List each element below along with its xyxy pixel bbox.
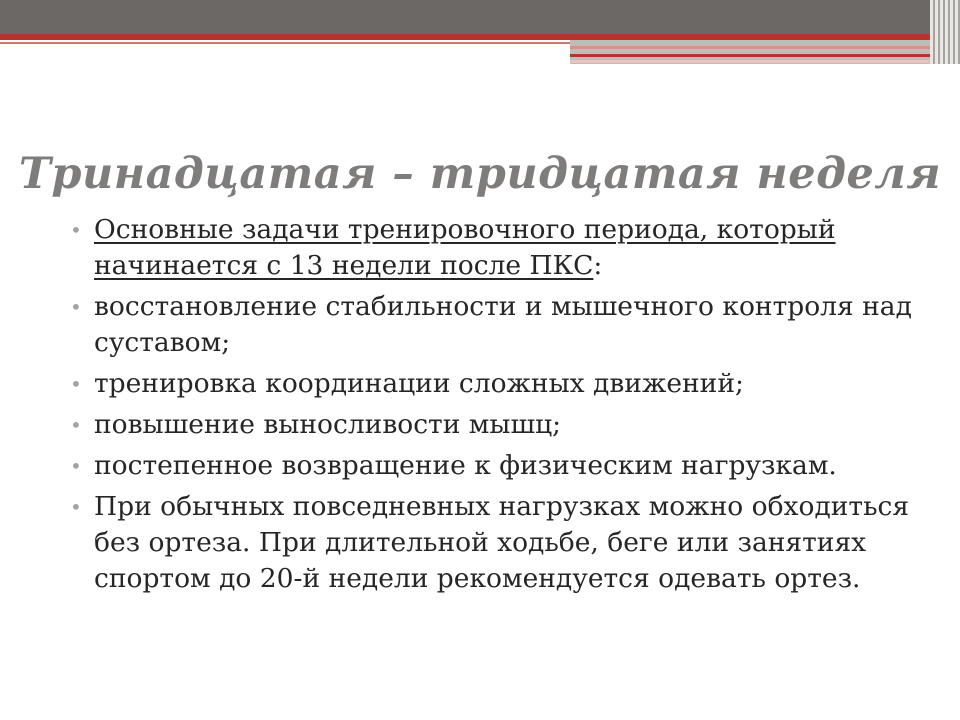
- bullet-text: При обычных повседневных нагрузках можно обходиться без ортеза. При длительной ходьбе, беге или занятиях спортом до 20-й недели рекомендуется одевать ортез.: [94, 491, 910, 594]
- decorative-stripe: [570, 46, 960, 49]
- slide-title: Тринадцатая – тридцатая неделя: [18, 148, 942, 199]
- bullet-item: [70, 212, 920, 284]
- bullet-text: постепенное возвращение к физическим нагрузкам.: [94, 450, 837, 481]
- bullet-item: [70, 289, 920, 361]
- bullet-text: тренировка координации сложных движений;: [94, 368, 744, 399]
- decorative-stripe: [570, 54, 960, 57]
- bullet-item: [70, 448, 920, 484]
- decorative-stripe: [570, 60, 960, 63]
- bullet-icon: •: [70, 454, 82, 478]
- bullet-icon: •: [70, 295, 82, 319]
- top-decorative-band: [0, 0, 960, 34]
- bullet-icon: •: [70, 413, 82, 437]
- bullet-text-underlined: Основные задачи тренировочного периода, который начинается с 13 недели после ПКС: [94, 214, 836, 281]
- bullet-text: повышение выносливости мышц;: [94, 409, 562, 440]
- bullet-icon: •: [70, 372, 82, 396]
- right-decorative-block: [570, 40, 960, 64]
- vertical-stripes-decoration: [930, 0, 960, 64]
- bullet-item: [70, 407, 920, 443]
- bullet-icon: •: [70, 218, 82, 242]
- bullet-icon: •: [70, 495, 82, 519]
- bullet-item: [70, 366, 920, 402]
- bullet-list: [70, 212, 920, 602]
- bullet-text: восстановление стабильности и мышечного контроля над суставом;: [94, 291, 912, 358]
- bullet-item: [70, 489, 920, 597]
- bullet-text-tail: :: [593, 250, 603, 281]
